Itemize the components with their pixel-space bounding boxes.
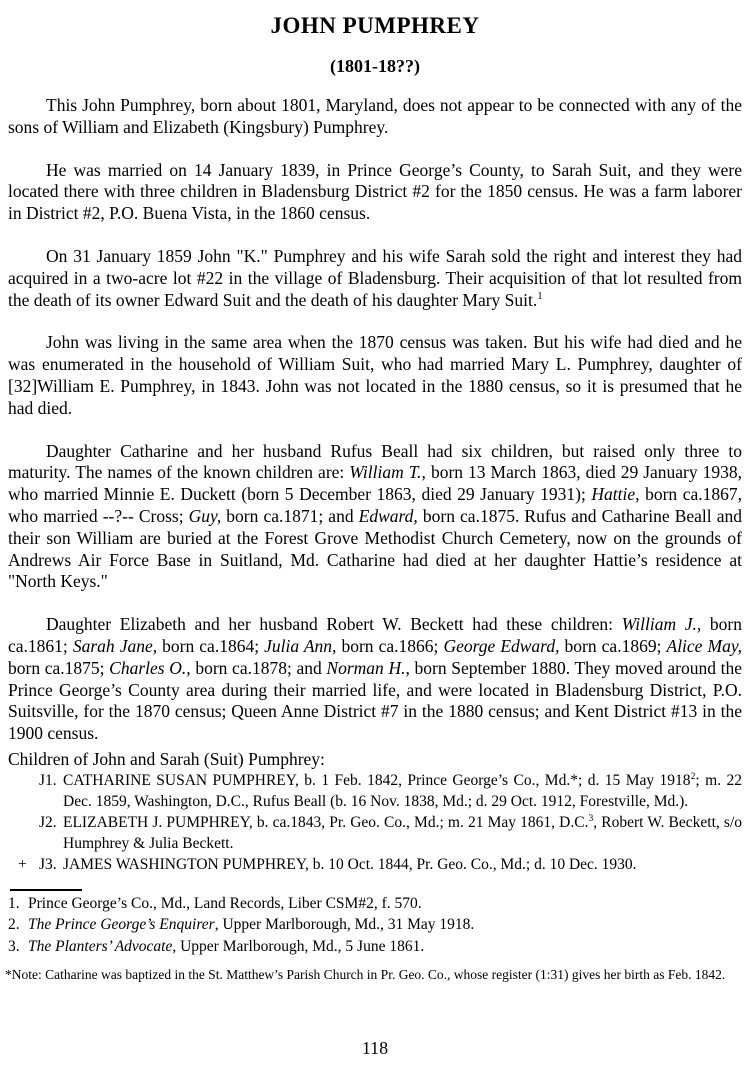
paragraph-catharine: Daughter Catharine and her husband Rufus Beall had six children, but raised only three to maturity. The names of the known children are: William T., born 13 March 1863, died 29 January 1938, who married Minnie E. Duckett (born 5 December 1863, died 29 January 1931); Hattie, born ca.1867, who married --?-- Cross; Guy, born ca.1871; and Edward, born ca.1875. Rufus and Catharine Beall and their son William are buried at the Forest Grove Methodist Church Cemetery, now on the grounds of Andrews Air Force Base in Suitland, Md. Catharine had died at her daughter Hattie’s residence at "North Keys." [8,440,742,592]
child-prefix: + [18,855,27,873]
page-number: 118 [361,1038,389,1058]
paragraph-marriage: He was married on 14 January 1839, in Prince George’s County, to Sarah Suit, and they were located there with three children in Bladensburg District #2 for the 1850 census. He was a farm laborer in District #2, P.O. Buena Vista, in the 1860 census. [8,159,742,224]
footnote-number: 2. [8,916,20,934]
child-entry-j2 [8,812,742,854]
child-text: JAMES WASHINGTON PUMPHREY, b. 10 Oct. 1844, Pr. Geo. Co., Md.; d. 10 Dec. 1930. [63,855,637,873]
page-title: JOHN PUMPHREY [270,13,480,38]
child-text: CATHARINE SUSAN PUMPHREY, b. 1 Feb. 1842, Prince George’s Co., Md.*; d. 15 May 1918$^2$; m. 22 Dec. 1859, Washington, D.C., Rufus Beall (b. 16 Nov. 1838, Md.; d. 29 Oct. 1912, Forestville, Md.). [63,770,742,810]
paragraph-1870-census: John was living in the same area when the 1870 census was taken. But his wife had died and he was enumerated in the household of William Suit, who had married Mary L. Pumphrey, daughter of [32]William E. Pumphrey, in 1843. John was not located in the 1880 census, so it is presumed that he had died. [8,332,742,418]
footnote-text: The Planters’ Advocate, Upper Marlborough, Md., 5 June 1861. [28,937,425,955]
body-text [8,95,742,745]
child-entry-j1 [8,770,742,812]
paragraph-intro: This John Pumphrey, born about 1801, Maryland, does not appear to be connected with any of the sons of William and Elizabeth (Kingsbury) Pumphrey. [8,95,742,137]
children-heading: Children of John and Sarah (Suit) Pumphrey: [8,748,325,769]
child-entry-j3 [8,854,742,875]
footnote-text: Prince George’s Co., Md., Land Records, Liber CSM#2, f. 570. [28,894,422,912]
child-id: J1. [39,771,57,789]
child-text: ELIZABETH J. PUMPHREY, b. ca.1843, Pr. Geo. Co., Md.; m. 21 May 1861, D.C.$^3$, Robert W. Beckett, s/o Humphrey & Julia Beckett. [63,812,743,852]
footnote-divider [10,889,82,891]
child-id: J3. [39,855,57,873]
children-section [8,748,742,875]
footnote-text: The Prince George’s Enquirer, Upper Marlborough, Md., 31 May 1918. [28,916,475,934]
footnote-number: 1. [8,894,20,912]
footnote-1 [2,893,742,915]
footnote-2 [2,914,742,936]
baptism-note: *Note: Catharine was baptized in the St. Matthew’s Parish Church in Pr. Geo. Co., whose register (1:31) gives her birth as Feb. 1842. [5,967,726,983]
paragraph-land-sale: On 31 January 1859 John "K." Pumphrey and his wife Sarah sold the right and interest they had acquired in a two-acre lot #22 in the village of Bladensburg. Their acquisition of that lot resulted from the death of its owner Edward Suit and the death of his daughter Mary Suit.$^1$ [8,245,742,310]
footnote-3 [2,936,742,958]
footnote-number: 3. [8,937,20,955]
paragraph-elizabeth: Daughter Elizabeth and her husband Robert W. Beckett had these children: William J., born ca.1861; Sarah Jane, born ca.1864; Julia Ann, born ca.1866; George Edward, born ca.1869; Alice May, born ca.1875; Charles O., born ca.1878; and Norman H., born September 1880. They moved around the Prince George’s County area during their married life, and were located in Bladensburg District, P.O. Suitsville, for the 1870 census; Queen Anne District #7 in the 1880 census; and Kent District #13 in the 1900 census. [8,614,743,744]
page-subtitle: (1801-18??) [330,56,420,76]
footnotes-section [2,889,742,984]
child-id: J2. [39,813,57,831]
